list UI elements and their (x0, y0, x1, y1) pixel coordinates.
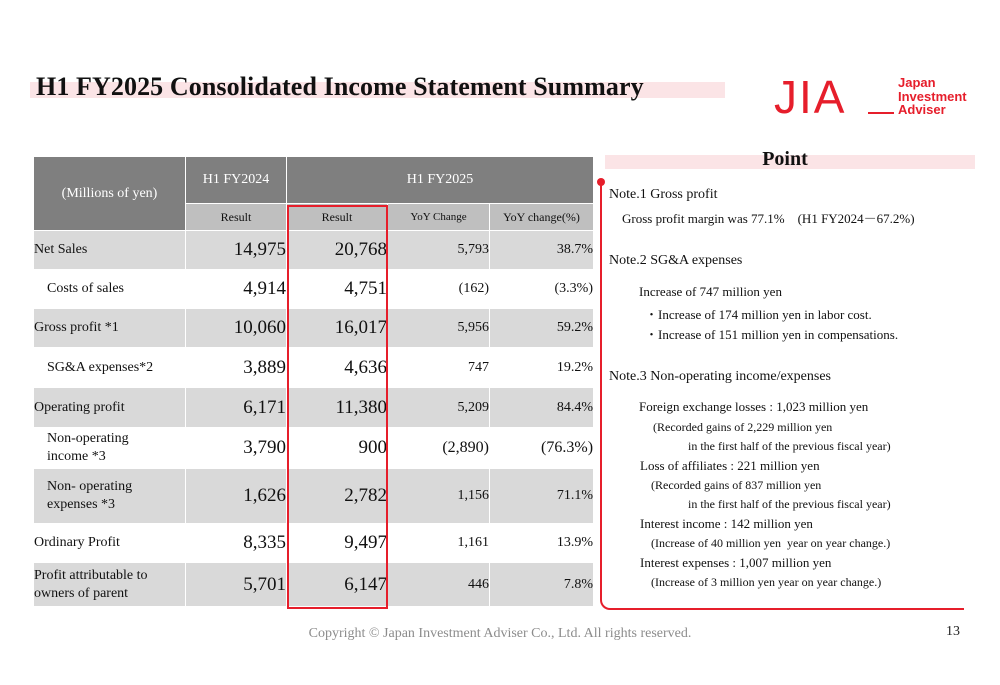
table-row (34, 563, 594, 607)
cell-prev: 4,914 (186, 270, 287, 309)
income-statement-table (33, 156, 594, 607)
row-label-line-2: owners of parent (34, 585, 129, 601)
row-label: Gross profit *1 (34, 309, 186, 348)
row-label-line-1: Non- operating (47, 479, 133, 494)
note3-fx-sub-1: (Recorded gains of 2,229 million yen (653, 420, 833, 434)
cell-curr: 11,380 (287, 388, 388, 428)
table-row (34, 309, 594, 348)
row-label: Operating profit (34, 388, 186, 428)
cell-yoy: 5,793 (388, 231, 490, 270)
cell-yoy: 446 (388, 563, 490, 607)
header-curr-period: H1 FY2025 (287, 157, 594, 204)
cell-yoy: (162) (388, 270, 490, 309)
cell-pct: 38.7% (490, 231, 594, 270)
note3-aff-sub-1: (Recorded gains of 837 million yen (651, 478, 822, 492)
row-label (34, 469, 186, 524)
point-bullet-dot (597, 178, 605, 186)
cell-prev: 1,626 (186, 469, 287, 524)
unit-header: (Millions of yen) (34, 157, 186, 231)
table-row (34, 270, 594, 309)
cell-pct: 13.9% (490, 524, 594, 563)
table-row (34, 524, 594, 563)
cell-pct: 84.4% (490, 388, 594, 428)
row-label-line-2: income *3 (47, 449, 106, 464)
cell-curr: 20,768 (287, 231, 388, 270)
cell-prev: 3,790 (186, 428, 287, 469)
cell-yoy: 1,161 (388, 524, 490, 563)
row-label-line-2: expenses *3 (47, 497, 116, 512)
cell-curr: 4,636 (287, 348, 388, 388)
cell-pct: 71.1% (490, 469, 594, 524)
cell-pct: (3.3%) (490, 270, 594, 309)
note3-fx-sub-2: in the first half of the previous fiscal year) (688, 439, 891, 453)
cell-yoy: (2,890) (388, 428, 490, 469)
note3-interest-income: Interest income : 142 million yen (640, 516, 813, 531)
logo-mark: JIA (774, 71, 847, 123)
row-label: Costs of sales (34, 270, 186, 309)
cell-yoy: 1,156 (388, 469, 490, 524)
note1-heading: Note.1 Gross profit (609, 187, 718, 202)
page-number: 13 (946, 624, 960, 639)
row-label: Ordinary Profit (34, 524, 186, 563)
cell-prev: 14,975 (186, 231, 287, 270)
table-row (34, 388, 594, 428)
table-row (34, 428, 594, 469)
logo-line-2: Investment (898, 88, 967, 104)
logo-line-1: Japan (898, 75, 936, 90)
cell-prev: 3,889 (186, 348, 287, 388)
page-title: H1 FY2025 Consolidated Income Statement Summary (36, 72, 644, 101)
header-yoy-pct: YoY change(%) (490, 204, 594, 231)
row-label: Net Sales (34, 231, 186, 270)
header-yoy-change: YoY Change (388, 204, 490, 231)
table-row (34, 469, 594, 524)
note2-line-1: Increase of 747 million yen (639, 284, 782, 299)
cell-curr: 9,497 (287, 524, 388, 563)
cell-prev: 5,701 (186, 563, 287, 607)
header-result-curr: Result (287, 204, 388, 231)
note3-fx: Foreign exchange losses : 1,023 million yen (639, 399, 869, 414)
row-label (34, 563, 186, 607)
logo-line-3: Adviser (898, 102, 946, 117)
note2-heading: Note.2 SG&A expenses (609, 253, 743, 268)
note3-ie-sub: (Increase of 3 million yen year on year change.) (651, 575, 882, 589)
point-title: Point (762, 148, 808, 170)
note2-line-2: ・Increase of 174 million yen in labor cost. (645, 307, 872, 322)
company-logo (770, 72, 970, 124)
cell-yoy: 5,956 (388, 309, 490, 348)
cell-prev: 6,171 (186, 388, 287, 428)
cell-curr: 6,147 (287, 563, 388, 607)
note1-line: Gross profit margin was 77.1% (H1 FY2024－67.2%) (622, 211, 915, 226)
row-label-line-1: Non-operating (47, 431, 129, 446)
cell-curr: 16,017 (287, 309, 388, 348)
cell-pct: (76.3%) (490, 428, 594, 469)
cell-pct: 7.8% (490, 563, 594, 607)
header-prev-period: H1 FY2024 (186, 157, 287, 204)
cell-yoy: 5,209 (388, 388, 490, 428)
logo-underline (868, 112, 894, 114)
note3-interest-expenses: Interest expenses : 1,007 million yen (640, 555, 832, 570)
logo-wordmark (898, 76, 967, 117)
header-result-prev: Result (186, 204, 287, 231)
row-label: SG&A expenses*2 (34, 348, 186, 388)
cell-yoy: 747 (388, 348, 490, 388)
note2-line-3: ・Increase of 151 million yen in compensations. (645, 327, 899, 342)
cell-prev: 8,335 (186, 524, 287, 563)
table-row (34, 348, 594, 388)
cell-pct: 59.2% (490, 309, 594, 348)
cell-pct: 19.2% (490, 348, 594, 388)
row-label-line-1: Profit attributable to (34, 567, 148, 583)
cell-curr: 4,751 (287, 270, 388, 309)
note3-affiliates: Loss of affiliates : 221 million yen (640, 458, 820, 473)
copyright-notice: Copyright © Japan Investment Adviser Co., Ltd. All rights reserved. (308, 626, 692, 641)
cell-curr: 2,782 (287, 469, 388, 524)
note3-aff-sub-2: in the first half of the previous fiscal year) (688, 497, 891, 511)
cell-prev: 10,060 (186, 309, 287, 348)
note3-heading: Note.3 Non-operating income/expenses (609, 369, 831, 384)
note3-ii-sub: (Increase of 40 million yen year on year change.) (651, 536, 891, 550)
row-label (34, 428, 186, 469)
cell-curr: 900 (287, 428, 388, 469)
table-row (34, 231, 594, 270)
